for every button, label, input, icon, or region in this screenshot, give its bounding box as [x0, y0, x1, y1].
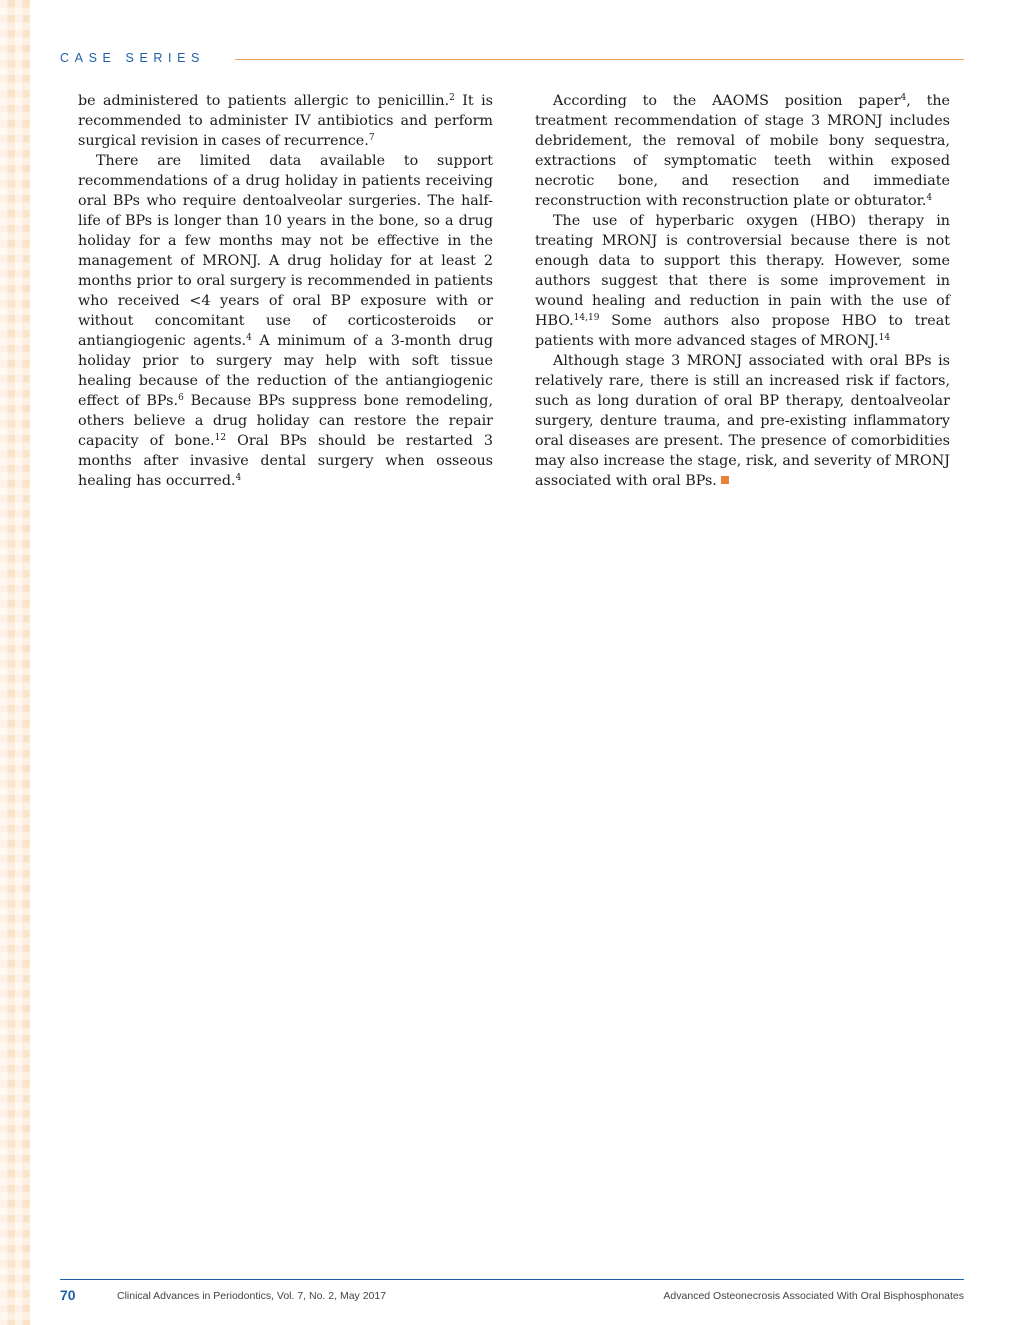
paragraph: There are limited data available to support recommendations of a drug holiday in patients receiving oral BPs who require dentoalveolar surgeries. The half-life of BPs is longer than 10 years in the bone, so a drug holiday for a few months may not be effective in the management of MRONJ. A drug holiday for at least 2 months prior to oral surgery is recommended in patients who received <4 years of oral BP exposure with or without concomitant use of corticosteroids or antiangiogenic agents.$^4$ A minimum of a 3-month drug holiday prior to surgery may help with soft tissue healing because of the reduction of the antiangiogenic effect of BPs.$^6$ Because BPs suppress bone remodeling, others believe a drug holiday can restore the repair capacity of bone.$^{12}$ Oral BPs should be restarted 3 months after invasive dental surgery when osseous healing has occurred.$^4$ [78, 153, 493, 489]
paragraph: be administered to patients allergic to penicillin.$^2$ It is recommended to administer IV antibiotics and perform surgical revision in cases of recurrence.$^7$ [78, 93, 493, 149]
decorative-side-strip [0, 0, 30, 1325]
citation: 4 [900, 93, 907, 103]
citation: 12 [214, 433, 227, 443]
paragraph: Although stage 3 MRONJ associated with oral BPs is relatively rare, there is still an increased risk if factors, such as long duration of oral BP therapy, dentoalveolar surgery, denture trauma, and pre-existing inflammatory oral diseases are present. The presence of comorbidities may also increase the stage, risk, and severity of MRONJ associated with oral BPs. [535, 353, 950, 489]
running-title: Advanced Osteonecrosis Associated With Oral Bisphosphonates [663, 1290, 964, 1302]
end-of-article-square-icon [721, 476, 729, 484]
citation: 7 [368, 133, 375, 143]
paragraph: The use of hyperbaric oxygen (HBO) therapy in treating MRONJ is controversial because there is not enough data to support this therapy. However, some authors suggest that there is some improvement in wound healing and reduction in pain with the use of HBO.$^{14,19}$ Some authors also propose HBO to treat patients with more advanced stages of MRONJ.$^{14}$ [535, 213, 950, 349]
citation: 14 [878, 333, 891, 343]
section-label: CASE SERIES [60, 51, 205, 65]
journal-citation: Clinical Advances in Periodontics, Vol. 7, No. 2, May 2017 [117, 1290, 387, 1302]
page-number: 70 [60, 1287, 76, 1303]
citation: 4 [246, 333, 252, 343]
citation: 2 [449, 93, 455, 103]
citation: 4 [235, 473, 242, 483]
left-column [78, 91, 493, 491]
citation: 4 [926, 193, 933, 203]
right-column [535, 91, 950, 491]
paragraph: According to the AAOMS position paper$^4$, the treatment recommendation of stage 3 MRONJ includes debridement, the removal of mobile bony sequestra, extractions of symptomatic teeth within exposed necrotic bone, and resection and immediate reconstruction with reconstruction plate or obturator.$^4$ [535, 93, 950, 209]
citation: 14,19 [573, 313, 600, 323]
footer-rule [60, 1279, 964, 1280]
header-rule [235, 59, 964, 60]
citation: 6 [178, 393, 184, 403]
